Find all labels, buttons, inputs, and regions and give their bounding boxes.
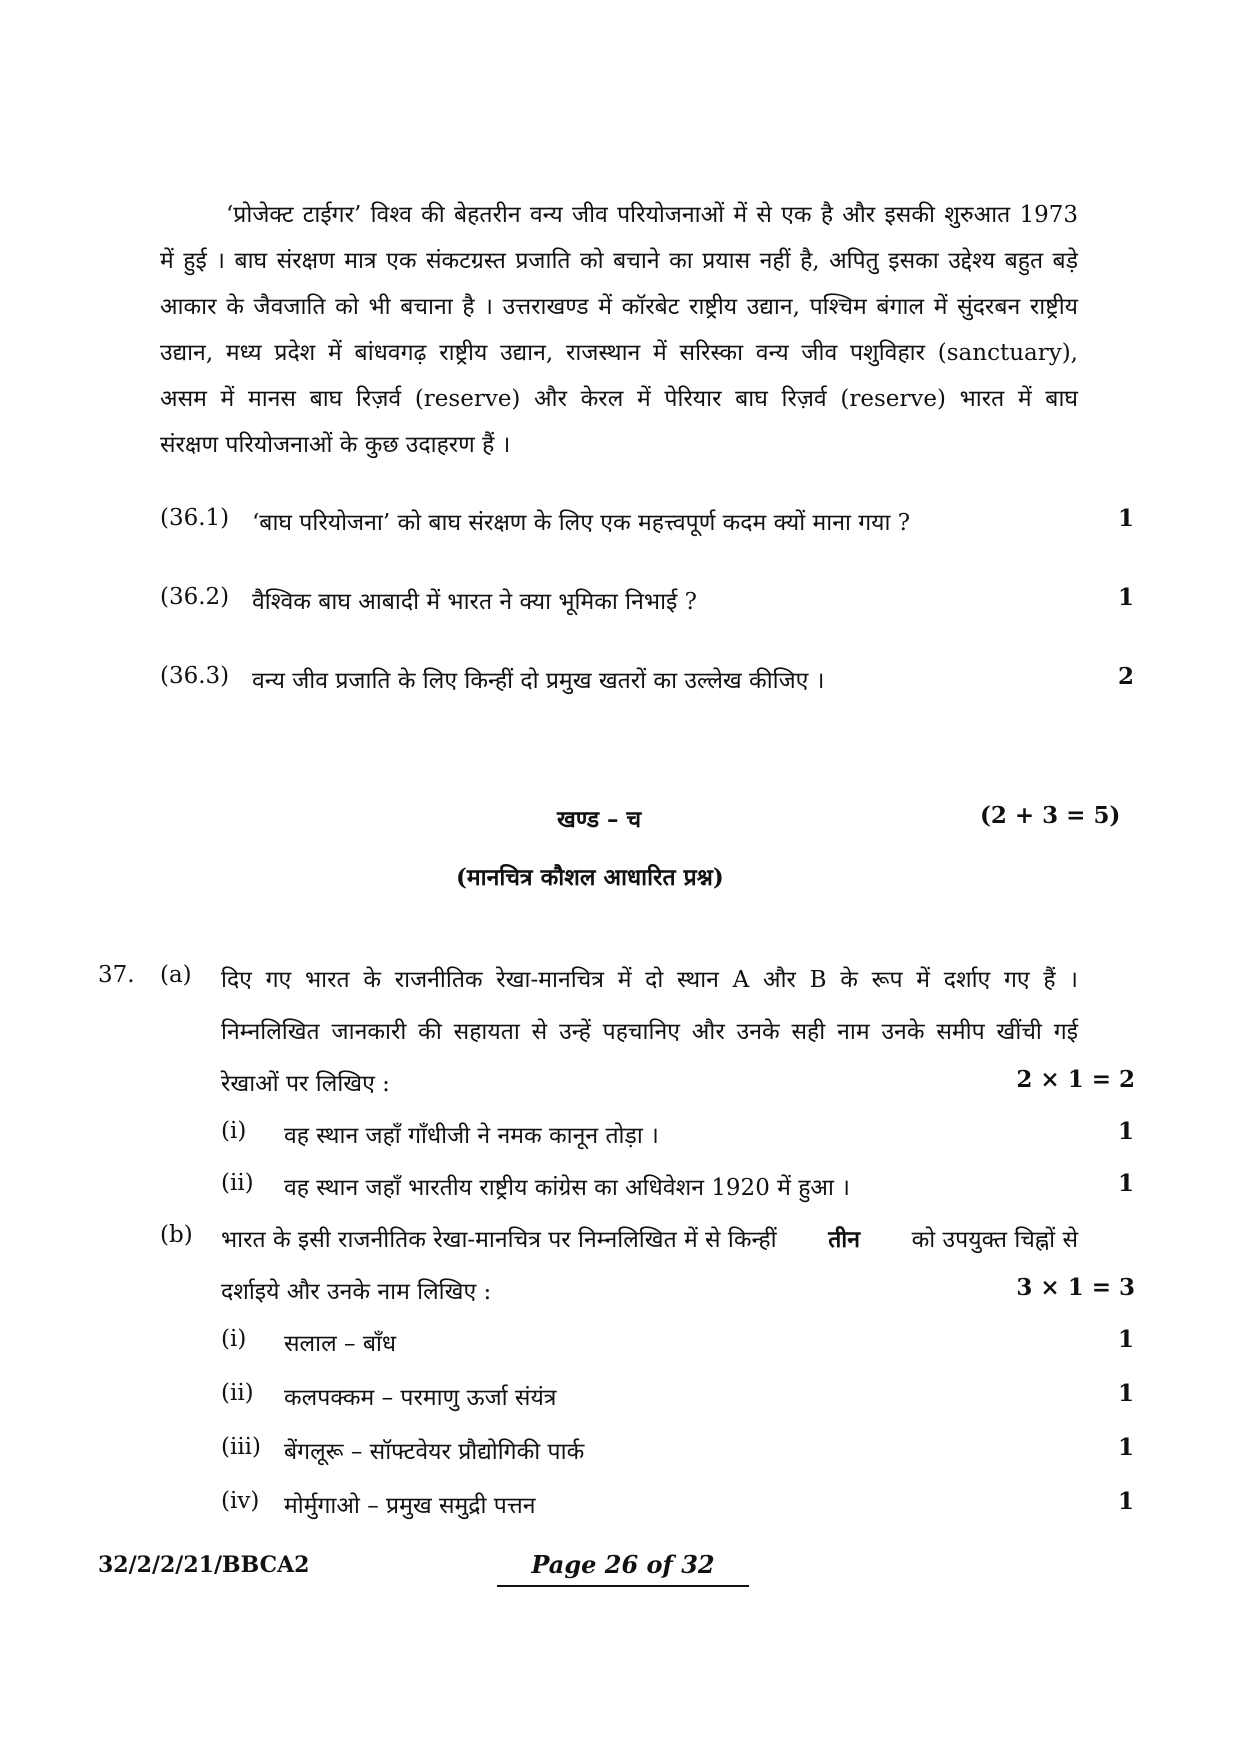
question-37b-item-number: (i) xyxy=(221,1326,247,1352)
footer-page-number: Page 26 of 32 xyxy=(531,1550,715,1579)
question-37a-item-number: (ii) xyxy=(221,1170,254,1196)
question-marks: 1 xyxy=(1118,505,1135,532)
question-37b-item-number: (iv) xyxy=(221,1488,260,1514)
passage-line: संरक्षण परियोजनाओं के कुछ उदाहरण हैं । xyxy=(160,432,511,458)
question-37b-item-text: सलाल – बाँध xyxy=(284,1331,397,1357)
footer-code: 32/2/2/21/BBCA2 xyxy=(98,1552,310,1578)
question-marks: 2 xyxy=(1118,663,1135,690)
section-marks: (2 + 3 = 5) xyxy=(980,802,1121,829)
question-37b-line2: दर्शाइये और उनके नाम लिखिए : xyxy=(221,1279,492,1305)
question-37b-item-number: (iii) xyxy=(221,1434,262,1460)
question-37a-marks: 2 × 1 = 2 xyxy=(1016,1066,1135,1093)
passage-line: में हुई । बाघ संरक्षण मात्र एक संकटग्रस्त प्रजाति को बचाने का प्रयास नहीं है, अपितु इसका उद्देश्य बहुत बड़े xyxy=(160,248,1078,274)
question-number: (36.2) xyxy=(160,584,230,610)
question-37a-label: (a) xyxy=(160,962,192,988)
question-37b-item-marks: 1 xyxy=(1118,1488,1135,1515)
question-marks: 1 xyxy=(1118,584,1135,611)
question-37b-item-marks: 1 xyxy=(1118,1326,1135,1353)
passage-line: ‘प्रोजेक्ट टाईगर’ विश्व की बेहतरीन वन्य जीव परियोजनाओं में से एक है और इसकी शुरुआत 1973 xyxy=(226,202,1078,228)
question-37b-line1-post: को उपयुक्त चिह्नों से xyxy=(911,1227,1078,1253)
footer-underline xyxy=(497,1585,749,1587)
question-37b-item-number: (ii) xyxy=(221,1380,254,1406)
question-37a-item-marks: 1 xyxy=(1118,1170,1135,1197)
question-37-number: 37. xyxy=(98,962,135,988)
question-37b-line1-bold: तीन xyxy=(828,1226,861,1253)
question-37a-item-text: वह स्थान जहाँ गाँधीजी ने नमक कानून तोड़ा । xyxy=(284,1123,659,1149)
question-37b-item-text: मोर्मुगाओ – प्रमुख समुद्री पत्तन xyxy=(284,1493,536,1519)
question-37b-item-text: बेंगलूरू – सॉफ्टवेयर प्रौद्योगिकी पार्क xyxy=(284,1439,585,1465)
question-text: ‘बाघ परियोजना’ को बाघ संरक्षण के लिए एक महत्त्वपूर्ण कदम क्यों माना गया ? xyxy=(252,510,911,536)
passage-line: उद्यान, मध्य प्रदेश में बांधवगढ़ राष्ट्रीय उद्यान, राजस्थान में सरिस्का वन्य जीव पशुविहार (sanctuary), xyxy=(160,340,1078,366)
question-37b-line1 xyxy=(221,1222,1078,1254)
question-text: वैश्विक बाघ आबादी में भारत ने क्या भूमिका निभाई ? xyxy=(252,589,697,615)
question-37b-item-text: कलपक्कम – परमाणु ऊर्जा संयंत्र xyxy=(284,1385,557,1411)
question-37b-item-marks: 1 xyxy=(1118,1434,1135,1461)
question-number: (36.1) xyxy=(160,505,230,531)
question-37b-line1-pre: भारत के इसी राजनीतिक रेखा-मानचित्र पर निम्नलिखित में से किन्हीं xyxy=(221,1227,777,1253)
question-37a-item-text: वह स्थान जहाँ भारतीय राष्ट्रीय कांग्रेस का अधिवेशन 1920 में हुआ । xyxy=(284,1175,850,1201)
section-subtitle: (मानचित्र कौशल आधारित प्रश्न) xyxy=(456,864,724,891)
passage-paragraph xyxy=(160,192,1078,468)
question-37a-item-number: (i) xyxy=(221,1118,247,1144)
question-37b-marks: 3 × 1 = 3 xyxy=(1016,1274,1135,1301)
question-37a-item-marks: 1 xyxy=(1118,1118,1135,1145)
question-text: वन्य जीव प्रजाति के लिए किन्हीं दो प्रमुख खतरों का उल्लेख कीजिए । xyxy=(252,668,825,694)
question-37a-line: निम्नलिखित जानकारी की सहायता से उन्हें पहचानिए और उनके सही नाम उनके समीप खींची गई xyxy=(221,1019,1078,1045)
passage-line: असम में मानस बाघ रिज़र्व (reserve) और केरल में पेरियार बाघ रिज़र्व (reserve) भारत में बाघ xyxy=(160,386,1078,412)
question-37a-line: दिए गए भारत के राजनीतिक रेखा-मानचित्र में दो स्थान A और B के रूप में दर्शाए गए हैं । xyxy=(221,967,1078,993)
question-37a-line: रेखाओं पर लिखिए : xyxy=(221,1071,390,1097)
passage-line: आकार के जैवजाति को भी बचाना है । उत्तराखण्ड में कॉरबेट राष्ट्रीय उद्यान, पश्चिम बंगाल में सुंदरबन राष्ट्रीय xyxy=(160,294,1078,320)
question-37b-label: (b) xyxy=(160,1222,193,1248)
question-number: (36.3) xyxy=(160,663,230,689)
question-37b-item-marks: 1 xyxy=(1118,1380,1135,1407)
section-title: खण्ड – च xyxy=(557,806,642,833)
